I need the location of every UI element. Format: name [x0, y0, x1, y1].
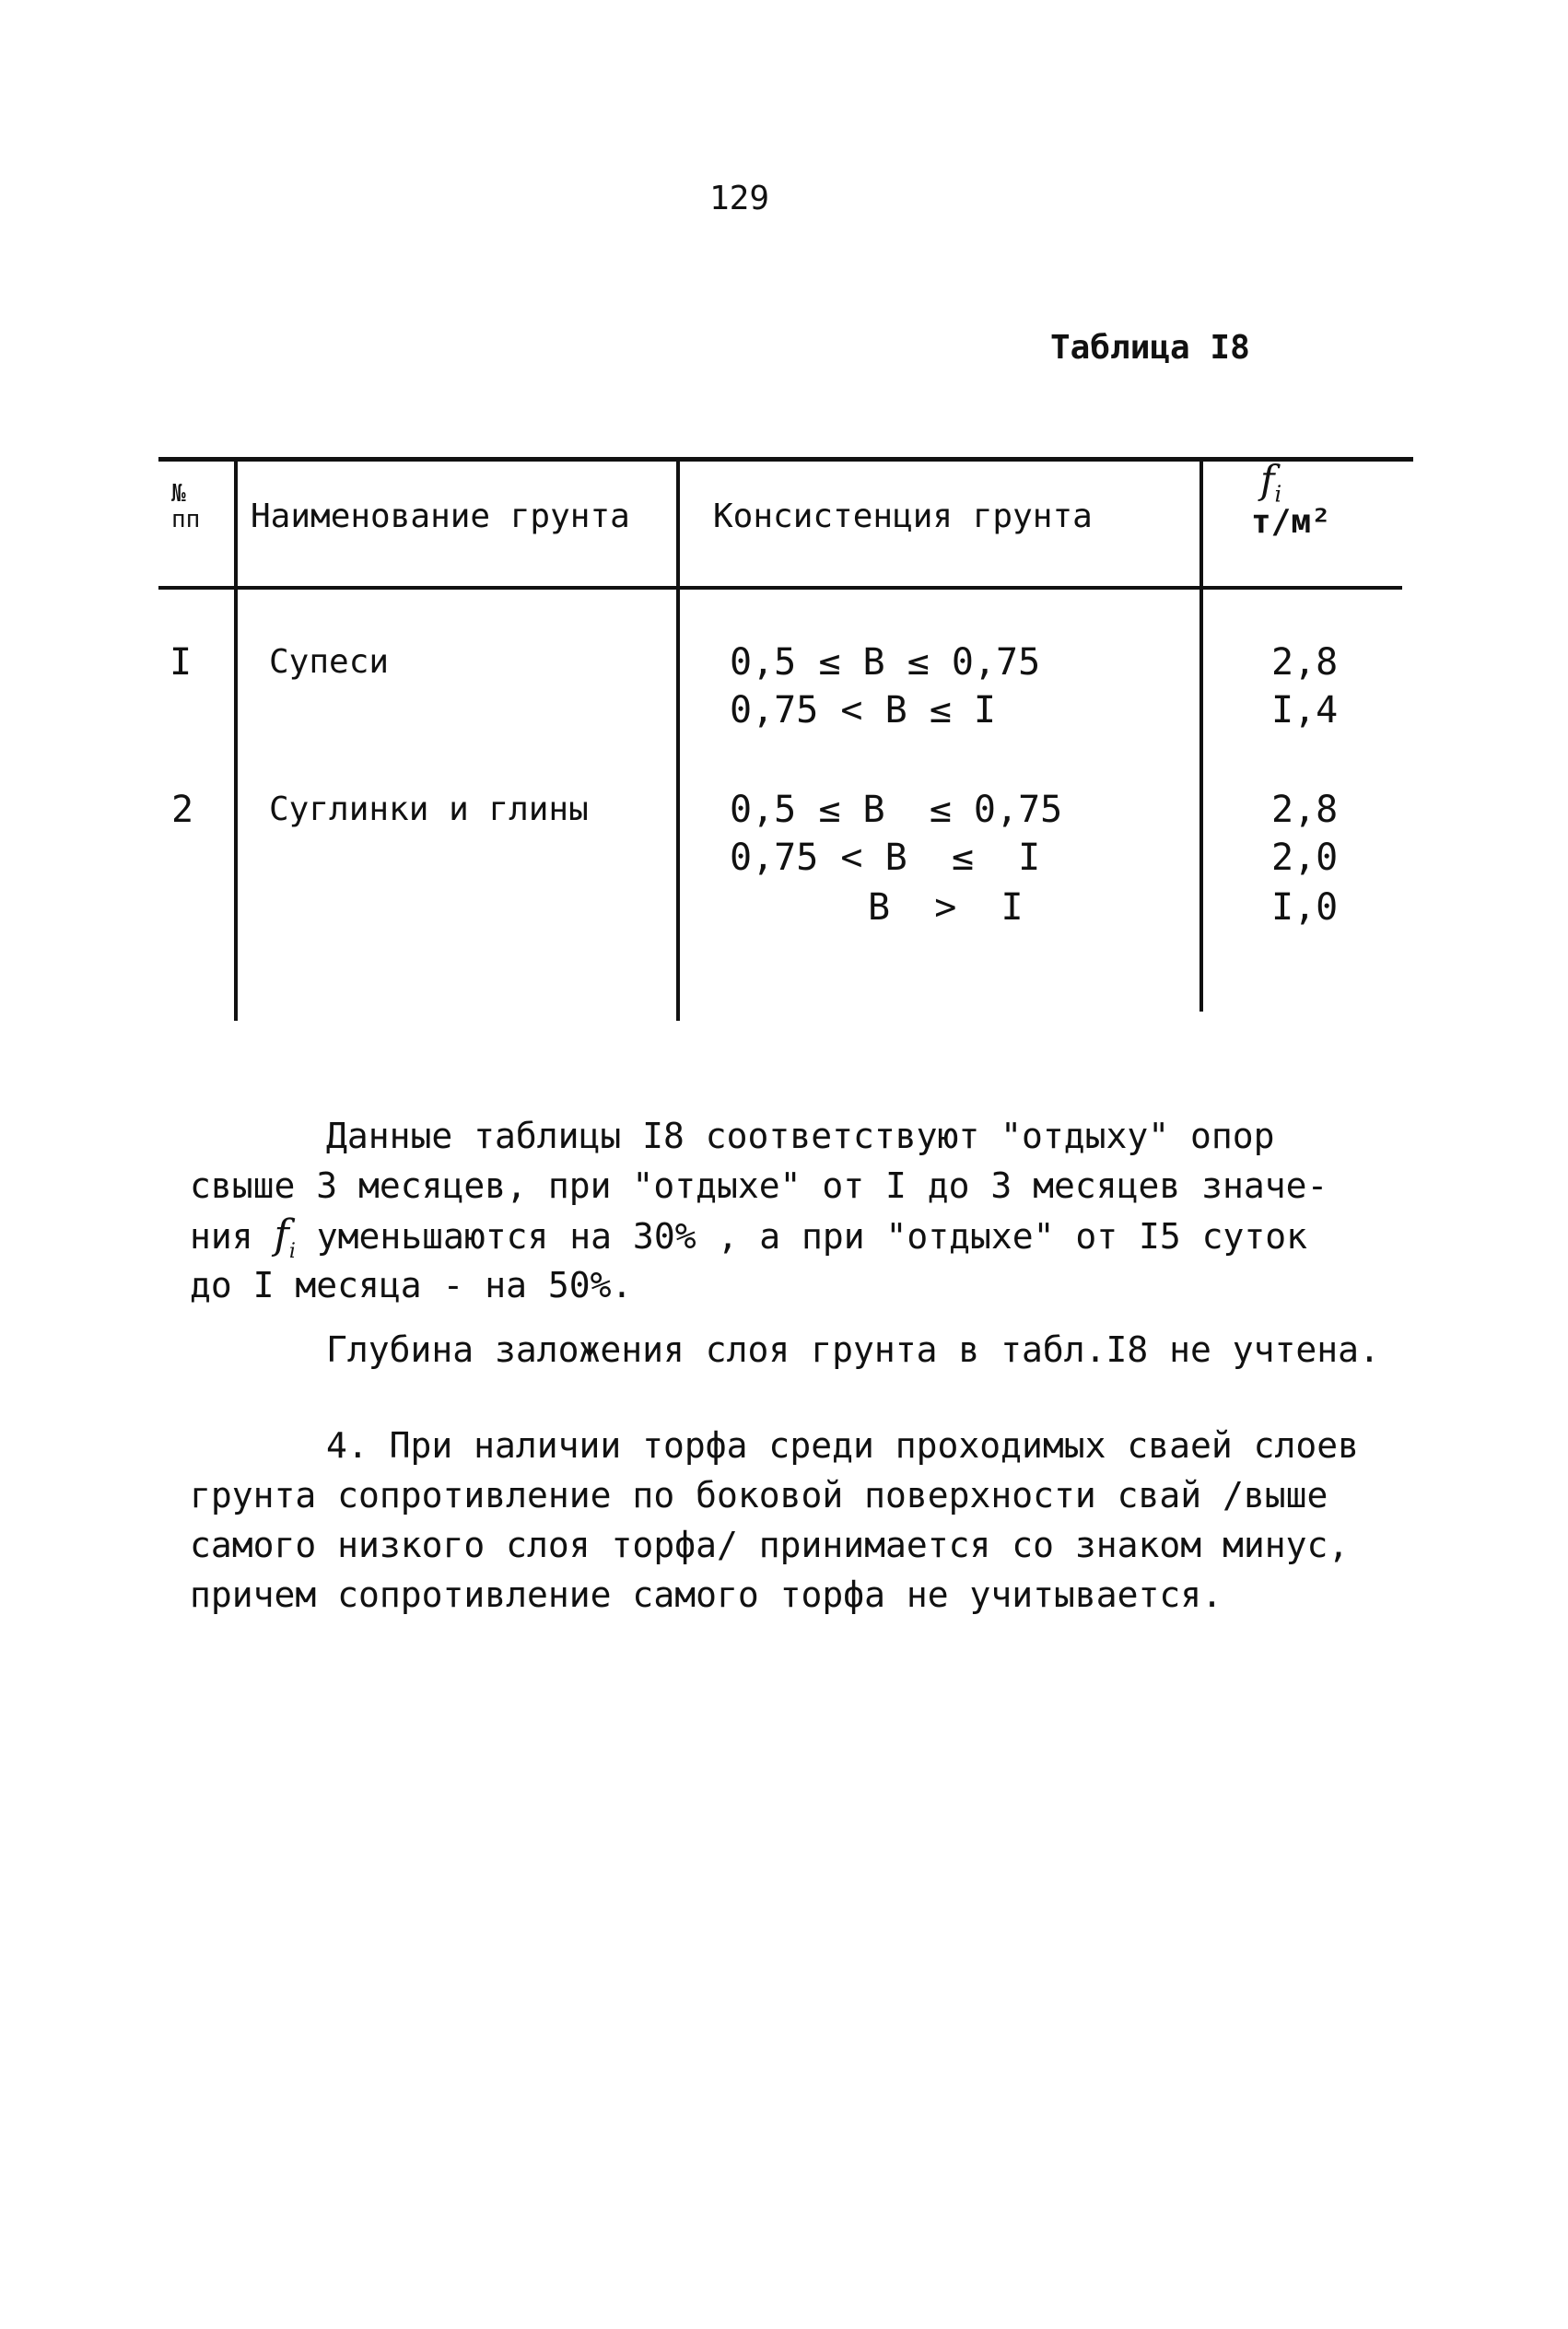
table-divider-num	[234, 459, 238, 1021]
table-title: Таблица I8	[1050, 329, 1250, 367]
row-2-value-2: 2,0	[1271, 837, 1339, 879]
table-divider-name	[676, 459, 680, 1021]
note-line-3-end: уменьшаются на 30% , а при "отдыхе" от I5 суток	[316, 1216, 1308, 1257]
peat-paragraph-line-1: 4. При наличии торфа среди проходимых сваей слоев	[326, 1425, 1360, 1466]
row-2-consistency-3: B > I	[868, 886, 1024, 929]
header-consistency: Консистенция грунта	[713, 497, 1093, 535]
row-2-value-3: I,0	[1271, 886, 1339, 929]
row-2-num: 2	[171, 789, 194, 831]
table-header-rule	[158, 586, 1402, 590]
row-2-consistency-1: 0,5 ≤ B ≤ 0,75	[730, 789, 1063, 831]
header-fi-symbol: $f_i$	[1260, 457, 1282, 508]
note-paragraph-line-4: до I месяца - на 50%.	[190, 1265, 633, 1305]
depth-note: Глубина заложения слоя грунта в табл.I8 не учтена.	[326, 1329, 1380, 1370]
peat-paragraph-line-2: грунта сопротивление по боковой поверхности свай /выше	[190, 1475, 1328, 1516]
table-divider-consistency	[1199, 459, 1203, 1012]
note-paragraph-line-2: свыше 3 месяцев, при "отдыхе" от I до 3 месяцев значе-	[190, 1165, 1328, 1206]
row-1-consistency-1: 0,5 ≤ B ≤ 0,75	[730, 641, 1041, 684]
header-num: № пп	[171, 480, 201, 533]
fi-symbol: $f_i$	[274, 1211, 296, 1263]
row-1-value-2: I,4	[1271, 689, 1339, 731]
row-1-consistency-2: 0,75 < B ≤ I	[730, 689, 996, 731]
row-2-consistency-2: 0,75 < B ≤ I	[730, 837, 1041, 879]
peat-paragraph-line-4: причем сопротивление самого торфа не учитывается.	[190, 1574, 1223, 1615]
page-number: 129	[709, 180, 770, 217]
row-1-soil-name: Супеси	[269, 643, 390, 681]
header-soil-name: Наименование грунта	[251, 497, 630, 535]
header-fi-unit: т/м²	[1251, 503, 1331, 541]
row-2-soil-name: Суглинки и глины	[269, 790, 589, 828]
row-1-num: I	[170, 641, 193, 684]
note-paragraph-line-1: Данные таблицы I8 соответствуют "отдыху" опор	[326, 1116, 1275, 1156]
row-2-value-1: 2,8	[1271, 789, 1339, 831]
peat-paragraph-line-3: самого низкого слоя торфа/ принимается со знаком минус,	[190, 1525, 1350, 1565]
table-top-rule	[158, 457, 1413, 462]
row-1-value-1: 2,8	[1271, 641, 1339, 684]
note-line-3-start: ния	[190, 1216, 253, 1257]
